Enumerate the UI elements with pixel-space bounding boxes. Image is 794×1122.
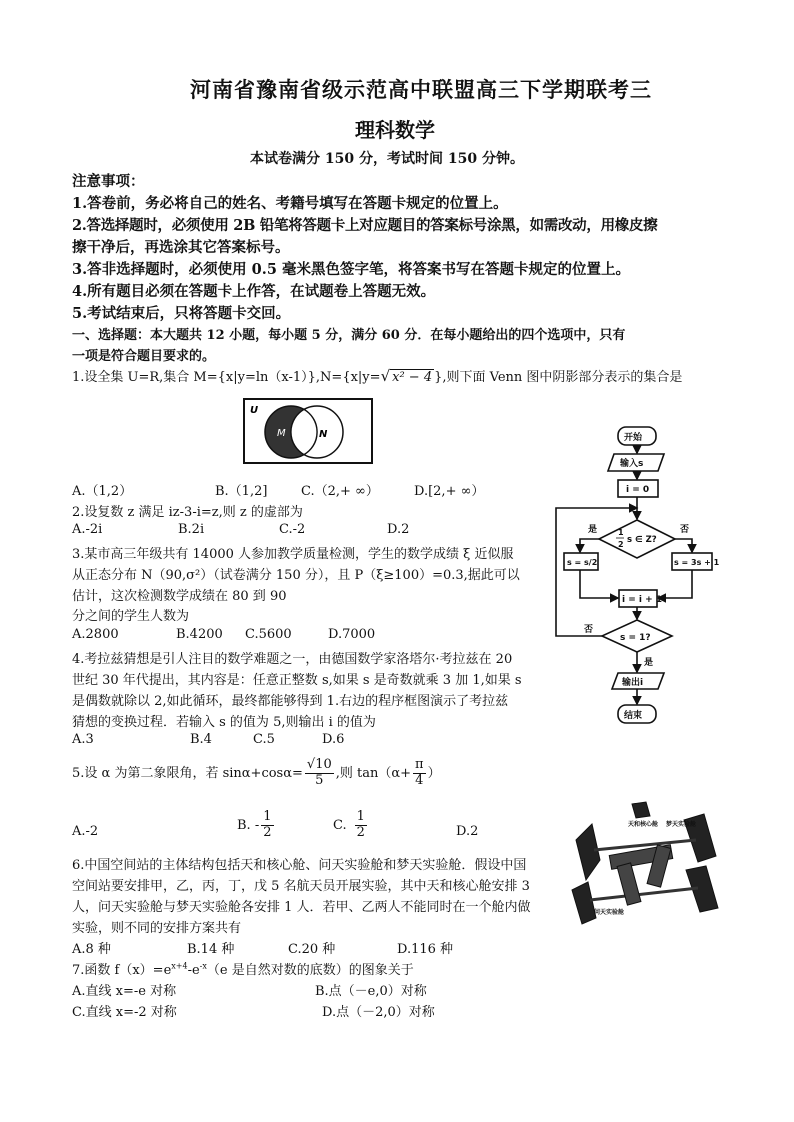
exam-title: 河南省豫南省级示范高中联盟高三下学期联考三 [190, 77, 652, 102]
flow-cond1-num: 1 [618, 528, 624, 537]
q3-option-b[interactable]: B.4200 [176, 627, 223, 642]
flow-yes1-label: 是 [588, 525, 598, 535]
q4-stem-line3: 是偶数就除以 2,如此循环，最终都能够得到 1.右边的程序框图演示了考拉兹 [72, 694, 509, 709]
q1-stem-prefix: 1.设全集 U=R,集合 M={x|y=ln（x-1）},N={x|y= [72, 370, 381, 385]
q4-stem-line4: 猜想的变换过程．若输入 s 的值为 5,则输出 i 的值为 [72, 715, 376, 730]
q3-option-d[interactable]: D.7000 [328, 627, 376, 642]
mengtian-module-label: 梦天实验舱 [666, 821, 697, 828]
q5-option-d[interactable]: D.2 [456, 824, 479, 839]
wentian-module [617, 863, 641, 905]
notice-item-5: 5.考试结束后，只将答题卡交回。 [72, 305, 291, 322]
q5-fraction-den: 5 [315, 772, 324, 788]
q3-stem-line1: 3.某市高三年级共有 14000 人参加教学质量检测，学生的数学成绩 ξ 近似服 [72, 547, 514, 562]
flow-init-label: i = 0 [626, 485, 650, 495]
venn-diagram [243, 398, 373, 464]
q4-stem-line2: 世纪 30 年代提出，其内容是：任意正整数 s,如果 s 是奇数就乘 3 加 1,如果 s [72, 673, 522, 688]
q5-option-c-prefix: C. [333, 817, 347, 833]
subject-title: 理科数学 [355, 118, 435, 142]
q6-option-c[interactable]: C.20 种 [288, 942, 336, 957]
q2-option-b[interactable]: B.2i [178, 522, 205, 537]
q6-option-b[interactable]: B.14 种 [187, 942, 235, 957]
flow-no2-label: 否 [584, 625, 594, 635]
q3-stem-line3: 估计，这次检测数学成绩在 80 到 90 [72, 589, 287, 604]
q5-option-c[interactable] [333, 810, 369, 841]
q6-stem-line2: 空间站要安排甲，乙，丙，丁，戊 5 名航天员开展实验，其中天和核心舱安排 3 [72, 879, 530, 894]
q1-option-c[interactable]: C.（2,+ ∞） [301, 484, 379, 499]
q5-fraction [305, 758, 334, 789]
sqrt-body: x² − 4 [392, 370, 433, 385]
solar-panel-left-lower [572, 882, 596, 924]
q7-exponent-1: x+4 [171, 961, 188, 971]
q2-stem: 2.设复数 z 满足 iz-3-i=z,则 z 的虚部为 [72, 505, 303, 520]
notice-item-2: 2.答选择题时，必须使用 2B 铅笔将答题卡上对应题目的答案标号涂黑，如需改动，用橡皮擦 [72, 217, 658, 234]
notice-item-3: 3.答非选择题时，必须使用 0.5 毫米黑色签字笔，将答案书写在答题卡规定的位置上。 [72, 261, 630, 278]
flow-cond1-den: 2 [618, 540, 624, 549]
q5-middle: ,则 tan（α+ [335, 765, 412, 781]
q1-stem-suffix: },则下面 Venn 图中阴影部分表示的集合是 [434, 370, 683, 385]
q4-stem-line1: 4.考拉兹猜想是引人注目的数学难题之一，由德国数学家洛塔尔·考拉兹在 20 [72, 652, 513, 667]
q5-fraction-num: √10 [306, 757, 332, 772]
program-flowchart [552, 422, 722, 727]
flow-cond2-label: s = 1? [620, 633, 651, 643]
flow-output-label: 输出i [622, 678, 644, 688]
q5-option-c-den: 2 [356, 824, 365, 840]
q5-option-c-fraction [355, 810, 367, 841]
q4-option-b[interactable]: B.4 [190, 732, 212, 747]
flow-no1-label: 否 [680, 525, 690, 535]
flow-halve-label: s = s/2 [567, 558, 598, 567]
q5-option-a[interactable]: A.-2 [72, 824, 99, 839]
flow-input-label: 输入s [620, 459, 644, 469]
notice-heading: 注意事项： [72, 173, 145, 190]
flow-cond1-label: s ∈ Z? [627, 535, 657, 545]
q5-option-b-fraction [261, 810, 273, 841]
flow-start-label: 开始 [624, 433, 643, 443]
solar-panel-left-upper [576, 824, 600, 880]
q3-option-a[interactable]: A.2800 [72, 627, 119, 642]
q2-option-a[interactable]: A.-2i [72, 522, 103, 537]
q7-stem-a: 7.函数 f（x）=e [72, 963, 172, 978]
q3-stem-line2: 从正态分布 N（90,σ²）（试卷满分 150 分），且 P（ξ≥100）=0.3,据此可以 [72, 568, 520, 583]
q7-option-a[interactable]: A.直线 x=-e 对称 [72, 984, 177, 999]
q4-option-a[interactable]: A.3 [72, 732, 94, 747]
space-station-image [566, 800, 722, 930]
q7-option-c[interactable]: C.直线 x=-2 对称 [72, 1005, 177, 1020]
q6-option-d[interactable]: D.116 种 [397, 942, 454, 957]
q5-option-b-num: 1 [263, 809, 272, 824]
exam-info: 本试卷满分 150 分，考试时间 150 分钟。 [250, 151, 524, 167]
q1-option-b[interactable]: B.（1,2] [215, 484, 268, 499]
section-heading-line1: 一、选择题：本大题共 12 小题，每小题 5 分，满分 60 分．在每小题给出的四个选项中，只有 [72, 328, 626, 343]
q1-option-d[interactable]: D.[2,+ ∞） [414, 484, 485, 499]
venn-m-label: M [277, 428, 286, 439]
q5-pi-den: 4 [415, 772, 424, 788]
q5-option-c-num: 1 [356, 809, 365, 824]
q6-stem-line1: 6.中国空间站的主体结构包括天和核心舱、问天实验舱和梦天实验舱．假设中国 [72, 858, 527, 873]
venn-n-label: N [319, 429, 328, 440]
q7-stem-c: （e 是自然对数的底数）的图象关于 [206, 963, 414, 978]
q5-option-b-den: 2 [263, 824, 272, 840]
q7-stem-b: -e [187, 963, 200, 978]
q6-stem-line4: 实验，则不同的安排方案共有 [72, 921, 242, 936]
q7-exponent-2: -x [199, 961, 207, 971]
q4-option-d[interactable]: D.6 [322, 732, 345, 747]
q7-stem [72, 959, 414, 978]
q6-option-a[interactable]: A.8 种 [72, 942, 111, 957]
q5-pi-num: π [415, 757, 424, 772]
q2-option-d[interactable]: D.2 [387, 522, 410, 537]
venn-u-label: U [250, 405, 259, 416]
wentian-module-label: 问天实验舱 [594, 909, 625, 916]
q5-option-b-prefix: B. - [237, 817, 260, 833]
q5-stem [72, 758, 441, 789]
q5-suffix: ） [427, 765, 441, 781]
notice-item-2-cont: 擦干净后，再选涂其它答案标号。 [72, 239, 290, 256]
q3-stem-line4: 分之间的学生人数为 [72, 609, 190, 624]
notice-item-1: 1.答卷前，务必将自己的姓名、考籍号填写在答题卡规定的位置上。 [72, 195, 508, 212]
flow-increment-label: i = i + 1 [622, 595, 663, 605]
q5-pi-fraction [413, 758, 426, 789]
core-module-label: 天和核心舱 [628, 821, 659, 828]
q3-option-c[interactable]: C.5600 [245, 627, 292, 642]
section-heading-line2: 一项是符合题目要求的。 [72, 349, 216, 364]
flow-end-label: 结束 [624, 711, 643, 721]
flow-triple-label: s = 3s + 1 [674, 558, 720, 567]
q7-option-d[interactable]: D.点（－2,0）对称 [322, 1005, 435, 1020]
flow-yes2-label: 是 [644, 658, 654, 668]
notice-item-4: 4.所有题目必须在答题卡上作答，在试题卷上答题无效。 [72, 283, 436, 300]
q5-option-b[interactable] [237, 810, 276, 841]
q1-stem [72, 366, 682, 385]
q6-stem-line3: 人，问天实验舱与梦天实验舱各安排 1 人．若甲、乙两人不能同时在一个舱内做 [72, 900, 531, 915]
q5-prefix: 5.设 α 为第二象限角，若 sinα+cosα= [72, 765, 303, 781]
sqrt-sign: √ [380, 367, 391, 385]
q7-option-b[interactable]: B.点（－e,0）对称 [315, 984, 427, 999]
q2-option-c[interactable]: C.-2 [279, 522, 306, 537]
q1-option-a[interactable]: A.（1,2） [72, 484, 133, 499]
q4-option-c[interactable]: C.5 [253, 732, 275, 747]
